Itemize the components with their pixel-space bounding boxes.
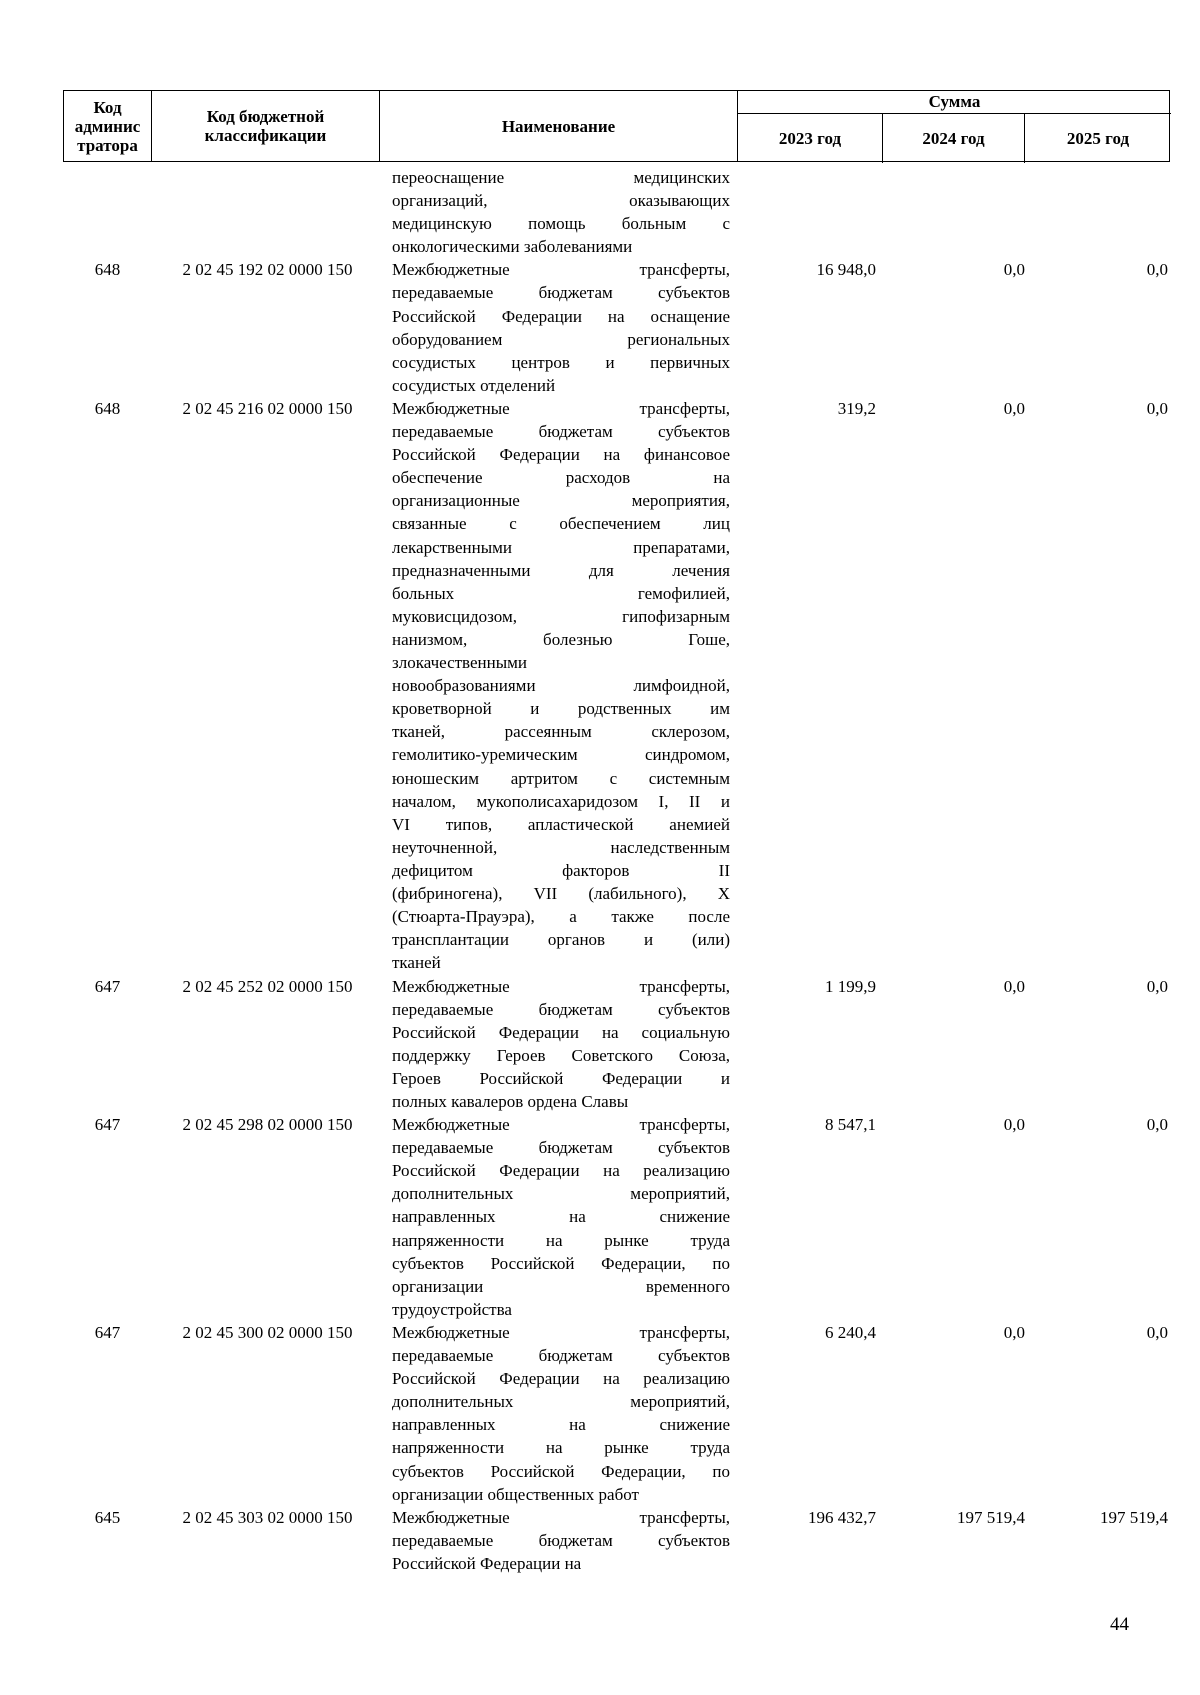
name-line: субъектов Российской Федерации, по xyxy=(392,1253,730,1273)
name-line: Межбюджетные трансферты, xyxy=(392,1507,730,1527)
name-line: организаций, оказывающих xyxy=(392,191,730,211)
name-line: передаваемые бюджетам субъектов xyxy=(392,1346,730,1366)
row-amount-2025: 0,0 xyxy=(1146,976,1168,996)
row-name-cell xyxy=(392,975,730,1114)
table-header xyxy=(63,90,1170,162)
row-amount-2025: 0,0 xyxy=(1146,1115,1168,1135)
name-line: кроветворной и родственных им xyxy=(392,699,730,719)
name-line: Российской Федерации на социальную xyxy=(392,1022,730,1042)
row-amount-2025: 0,0 xyxy=(1146,399,1168,418)
row-kbk-code: 2 02 45 216 02 0000 150 xyxy=(182,399,353,418)
name-line: сосудистых центров и первичных xyxy=(392,352,730,372)
name-line: Российской Федерации на финансовое xyxy=(392,445,730,465)
name-line: Межбюджетные трансферты, xyxy=(392,1115,730,1135)
row-amount-2025: 0,0 xyxy=(1146,1323,1168,1342)
name-line: гемолитико-уремическим синдромом, xyxy=(392,745,730,765)
row-admin-code: 647 xyxy=(94,976,121,996)
name-line: полных кавалеров ордена Славы xyxy=(392,1091,629,1111)
name-line: организации общественных работ xyxy=(392,1484,639,1504)
row-kbk-code: 2 02 45 303 02 0000 150 xyxy=(182,1507,353,1527)
row-amount-2023: 196 432,7 xyxy=(808,1507,876,1527)
row-amount-2023: 16 948,0 xyxy=(816,260,876,280)
row-name-cell xyxy=(392,258,730,397)
name-line: Межбюджетные трансферты, xyxy=(392,976,730,996)
name-line: дефицитом факторов II xyxy=(392,860,730,880)
name-line: передаваемые бюджетам субъектов xyxy=(392,422,730,442)
name-line: предназначенными для лечения xyxy=(392,560,730,580)
row-amount-2024: 0,0 xyxy=(1003,399,1025,418)
name-line: тканей xyxy=(392,953,441,973)
name-line: оборудованием региональных xyxy=(392,329,730,349)
name-line: юношеским артритом с системным xyxy=(392,768,730,788)
header-sum-group xyxy=(738,91,1171,161)
name-line: переоснащение медицинских xyxy=(392,168,730,187)
row-amount-2024: 0,0 xyxy=(1003,260,1025,280)
name-line: лекарственными препаратами, xyxy=(392,537,730,557)
name-line: (фибриногена), VII (лабильного), X xyxy=(392,883,730,903)
name-line: Российской Федерации на xyxy=(392,1553,582,1573)
name-line: Межбюджетные трансферты, xyxy=(392,260,730,280)
row-amount-2023: 6 240,4 xyxy=(825,1323,876,1342)
name-line: организации временного xyxy=(392,1276,730,1296)
row-amount-2024: 0,0 xyxy=(1003,1115,1025,1135)
header-sum: Сумма xyxy=(738,91,1171,114)
name-line: медицинскую помощь больным с xyxy=(392,214,730,234)
name-line: дополнительных мероприятий, xyxy=(392,1184,730,1204)
row-amount-2023: 1 199,9 xyxy=(825,976,876,996)
name-line: напряженности на рынке труда xyxy=(392,1230,730,1250)
name-line: Российской Федерации на реализацию xyxy=(392,1161,730,1181)
row-kbk-code: 2 02 45 300 02 0000 150 xyxy=(182,1323,353,1342)
header-name: Наименование xyxy=(380,91,738,161)
header-year-2025: 2025 год xyxy=(1066,128,1130,148)
row-admin-code: 645 xyxy=(94,1507,121,1527)
page-number: 44 xyxy=(1110,1614,1129,1635)
row-amount-2023: 319,2 xyxy=(837,399,876,418)
name-line: передаваемые бюджетам субъектов xyxy=(392,1138,730,1158)
name-line: нанизмом, болезнью Гоше, xyxy=(392,629,730,649)
name-line: Героев Российской Федерации и xyxy=(392,1068,730,1088)
header-kbk: Код бюджетной классификации xyxy=(152,91,380,161)
row-name-cell xyxy=(392,1321,730,1506)
row-admin-code: 647 xyxy=(94,1323,121,1342)
row-admin-code: 648 xyxy=(94,260,121,280)
row-amount-2024: 197 519,4 xyxy=(957,1507,1025,1527)
name-line: дополнительных мероприятий, xyxy=(392,1392,730,1412)
name-line: VI типов, апластической анемией xyxy=(392,814,730,834)
name-line: Межбюджетные трансферты, xyxy=(392,1323,730,1342)
name-line: связанные с обеспечением лиц xyxy=(392,514,730,534)
row-admin-code: 647 xyxy=(94,1115,121,1135)
row-name-cell xyxy=(392,166,730,258)
name-line: новообразованиями лимфоидной, xyxy=(392,676,730,696)
header-admin-code: Код админис тратора xyxy=(64,91,152,161)
name-line: направленных на снижение xyxy=(392,1207,730,1227)
name-line: больных гемофилией, xyxy=(392,583,730,603)
name-line: субъектов Российской Федерации, по xyxy=(392,1461,730,1481)
name-line: (Стюарта-Прауэра), а также после xyxy=(392,907,730,927)
row-name-cell xyxy=(392,1506,730,1575)
name-line: Российской Федерации на реализацию xyxy=(392,1369,730,1389)
row-kbk-code: 2 02 45 192 02 0000 150 xyxy=(182,260,353,280)
name-line: началом, мукополисахаридозом I, II и xyxy=(392,791,730,811)
header-year-2023: 2023 год xyxy=(738,114,883,163)
name-line: Российской Федерации на оснащение xyxy=(392,306,730,326)
row-name-cell xyxy=(392,1113,730,1321)
row-amount-2023: 8 547,1 xyxy=(825,1115,876,1135)
name-line: обеспечение расходов на xyxy=(392,468,730,488)
name-line: поддержку Героев Советского Союза, xyxy=(392,1045,730,1065)
name-line: онкологическими заболеваниями xyxy=(392,237,633,257)
name-line: неуточненной, наследственным xyxy=(392,837,730,857)
name-line: Межбюджетные трансферты, xyxy=(392,399,730,418)
name-line: злокачественными xyxy=(392,653,528,673)
name-line: сосудистых отделений xyxy=(392,375,556,395)
row-name-cell xyxy=(392,397,730,974)
row-amount-2025: 197 519,4 xyxy=(1100,1507,1168,1527)
row-amount-2024: 0,0 xyxy=(1003,1323,1025,1342)
name-line: тканей, рассеянным склерозом, xyxy=(392,722,730,742)
row-kbk-code: 2 02 45 252 02 0000 150 xyxy=(182,976,353,996)
header-year-2024: 2024 год xyxy=(883,114,1025,163)
name-line: передаваемые бюджетам субъектов xyxy=(392,283,730,303)
name-line: передаваемые бюджетам субъектов xyxy=(392,1530,730,1550)
name-line: муковисцидозом, гипофизарным xyxy=(392,606,730,626)
row-amount-2025: 0,0 xyxy=(1146,260,1168,280)
name-line: передаваемые бюджетам субъектов xyxy=(392,999,730,1019)
name-line: направленных на снижение xyxy=(392,1415,730,1435)
row-kbk-code: 2 02 45 298 02 0000 150 xyxy=(182,1115,353,1135)
row-amount-2024: 0,0 xyxy=(1003,976,1025,996)
name-line: трудоустройства xyxy=(392,1299,512,1319)
name-line: трансплантации органов и (или) xyxy=(392,930,730,950)
row-admin-code: 648 xyxy=(94,399,121,418)
name-line: организационные мероприятия, xyxy=(392,491,730,511)
name-line: напряженности на рынке труда xyxy=(392,1438,730,1458)
